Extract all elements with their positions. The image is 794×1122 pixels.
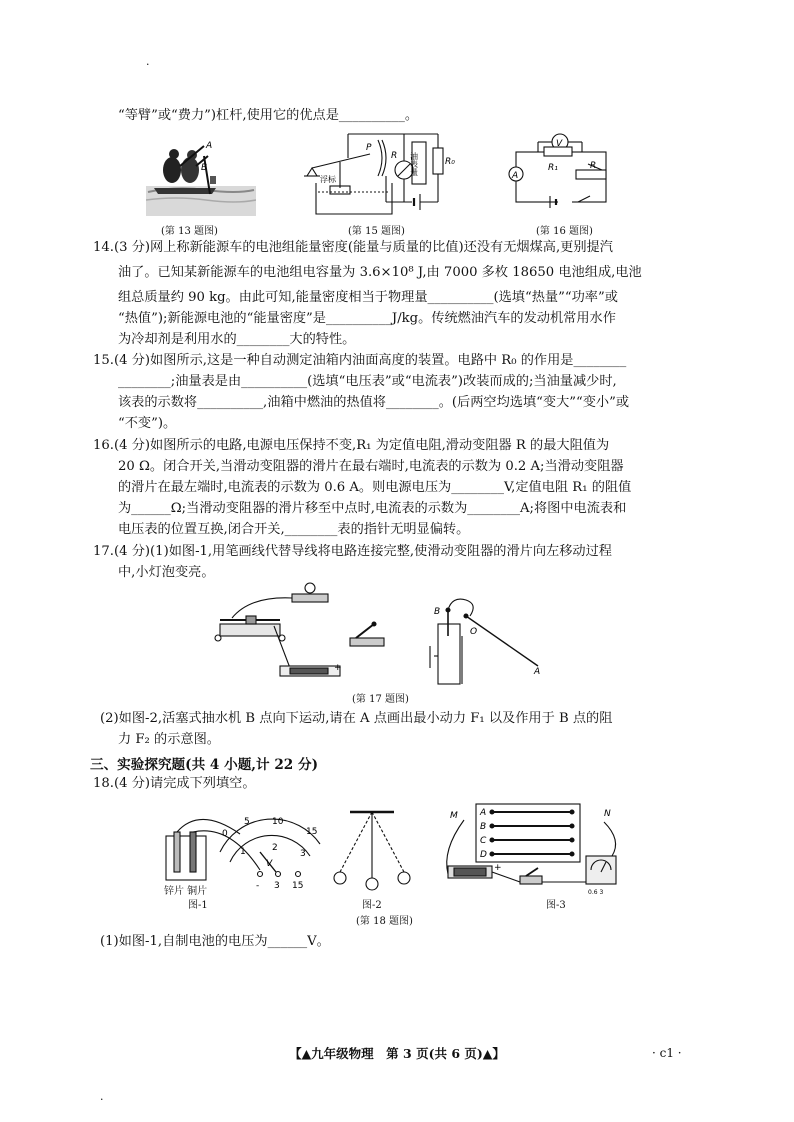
fig18-3-diagram [436,800,626,896]
q15-line-4: “不变”)。 [118,416,177,431]
svg-text:15: 15 [292,881,304,891]
fig13-caption: (第 13 题图) [161,226,218,237]
svg-text:V: V [556,139,563,149]
fig18-2-caption: 图-2 [362,900,382,911]
svg-text:1: 1 [240,847,246,857]
svg-text:B: B [201,163,208,173]
q15-line-3: 该表的示数将__________,油箱中燃油的热值将________。(后两空均选填“变大”“变小”或 [118,395,630,410]
fig18-caption: (第 18 题图) [356,916,413,927]
fig17-1-diagram [210,582,390,686]
svg-text:O: O [470,627,478,637]
speck: · [100,1093,104,1106]
q15-line-1: 15.(4 分)如图所示,这是一种自动测定油箱内油面高度的装置。电路中 R₀ 的作用是________ [93,353,627,368]
q17-line-2: 中,小灯泡变亮。 [118,565,215,580]
q18-title: 18.(4 分)请完成下列填空。 [93,776,256,791]
q17-line-1: 17.(4 分)(1)如图-1,用笔画线代替导线将电路连接完整,使滑动变阻器的滑片向左移动过程 [93,544,612,559]
svg-text:3: 3 [274,881,280,891]
svg-text:A: A [480,808,487,818]
q16-line-4: 为______Ω;当滑动变阻器的滑片移至中点时,电流表的示数为________A;将图中电流表和 [118,501,627,516]
fig15-diagram [300,128,470,220]
fig13-image [146,140,256,216]
svg-text:A: A [512,171,519,181]
svg-text:B: B [480,822,487,832]
svg-text:A: A [534,667,541,677]
svg-text:+: + [494,863,502,873]
fig17-caption: (第 17 题图) [352,694,409,705]
fig16-diagram [498,130,618,220]
svg-text:5: 5 [244,817,250,827]
speck: · [146,58,150,71]
fig18-2-diagram [322,808,422,894]
svg-text:C: C [480,836,487,846]
fig18-1-electrodes: 锌片 铜片 [164,886,208,897]
q16-line-5: 电压表的位置互换,闭合开关,________表的指针无明显偏转。 [118,522,470,537]
q17-part2-line-1: (2)如图-2,活塞式抽水机 B 点向下运动,请在 A 点画出最小动力 F₁ 以及作用于 B 点的阻 [100,711,613,726]
q15-line-2: ________;油量表是由__________(选填“电压表”或“电流表”)改装而成的;当油量减少时, [118,374,617,389]
q14-line-4: “热值”);新能源电池的“能量密度”是__________J/kg。传统燃油汽车的发动机常用水作 [118,311,616,326]
fig15-caption: (第 15 题图) [348,226,405,237]
fig16-caption: (第 16 题图) [536,226,593,237]
svg-text:10: 10 [272,817,284,827]
svg-text:0.6 3: 0.6 3 [588,889,604,896]
fig18-1-diagram [160,814,330,892]
svg-text:-: - [256,881,260,891]
svg-text:0: 0 [222,829,228,839]
svg-text:M: M [450,811,458,821]
section-3-title: 三、实验探究题(共 4 小题,计 22 分) [90,757,319,773]
svg-text:V: V [266,859,273,869]
q16-line-3: 的滑片在最左端时,电流表的示数为 0.6 A。则电源电压为________V,定值电阻 R₁ 的阻值 [118,480,632,495]
fig18-1-caption: 图-1 [188,900,208,911]
fig18-3-caption: 图-3 [546,900,566,911]
svg-text:R: R [590,161,597,171]
svg-text:D: D [480,850,487,860]
svg-text:浮标: 浮标 [320,175,336,184]
q14-line-3: 组总质量约 90 kg。由此可知,能量密度相当于物理量__________(选填“热量”“功率”或 [118,290,618,305]
svg-text:P: P [366,143,372,153]
svg-text:2: 2 [272,843,278,853]
svg-text:3: 3 [300,849,306,859]
svg-text:油表量: 油表量 [409,152,419,176]
svg-text:15: 15 [306,827,318,837]
q16-line-2: 20 Ω。闭合开关,当滑动变阻器的滑片在最右端时,电流表的示数为 0.2 A;当滑动变阻器 [118,459,624,474]
svg-text:R: R [391,151,398,161]
svg-text:R₁: R₁ [548,163,558,173]
svg-text:+: + [334,663,342,673]
q14-line-1: 14.(3 分)网上称新能源车的电池组能量密度(能量与质量的比值)还没有无烟煤高,更别提汽 [93,240,613,255]
page-footer-code: · c1 · [652,1046,682,1060]
svg-text:N: N [604,809,611,819]
fig17-2-diagram [426,596,556,686]
q17-part2-line-2: 力 F₂ 的示意图。 [118,732,220,747]
svg-text:B: B [434,607,441,617]
page-footer: 【▲九年级物理 第 3 页(共 6 页)▲】 [289,1046,505,1061]
q14-line-2: 油了。已知某新能源车的电池组电容量为 3.6×10⁸ J,由 7000 多枚 18650 电池组成,电池 [118,265,642,280]
svg-text:A: A [206,141,213,151]
q18-part1: (1)如图-1,自制电池的电压为______V。 [100,934,330,949]
q14-line-5: 为冷却剂是利用水的________大的特性。 [118,332,356,347]
intro-line: “等臂”或“费力”)杠杆,使用它的优点是__________。 [118,108,419,123]
q16-line-1: 16.(4 分)如图所示的电路,电源电压保持不变,R₁ 为定值电阻,滑动变阻器 R 的最大阻值为 [93,438,610,453]
svg-text:R₀: R₀ [445,157,455,167]
